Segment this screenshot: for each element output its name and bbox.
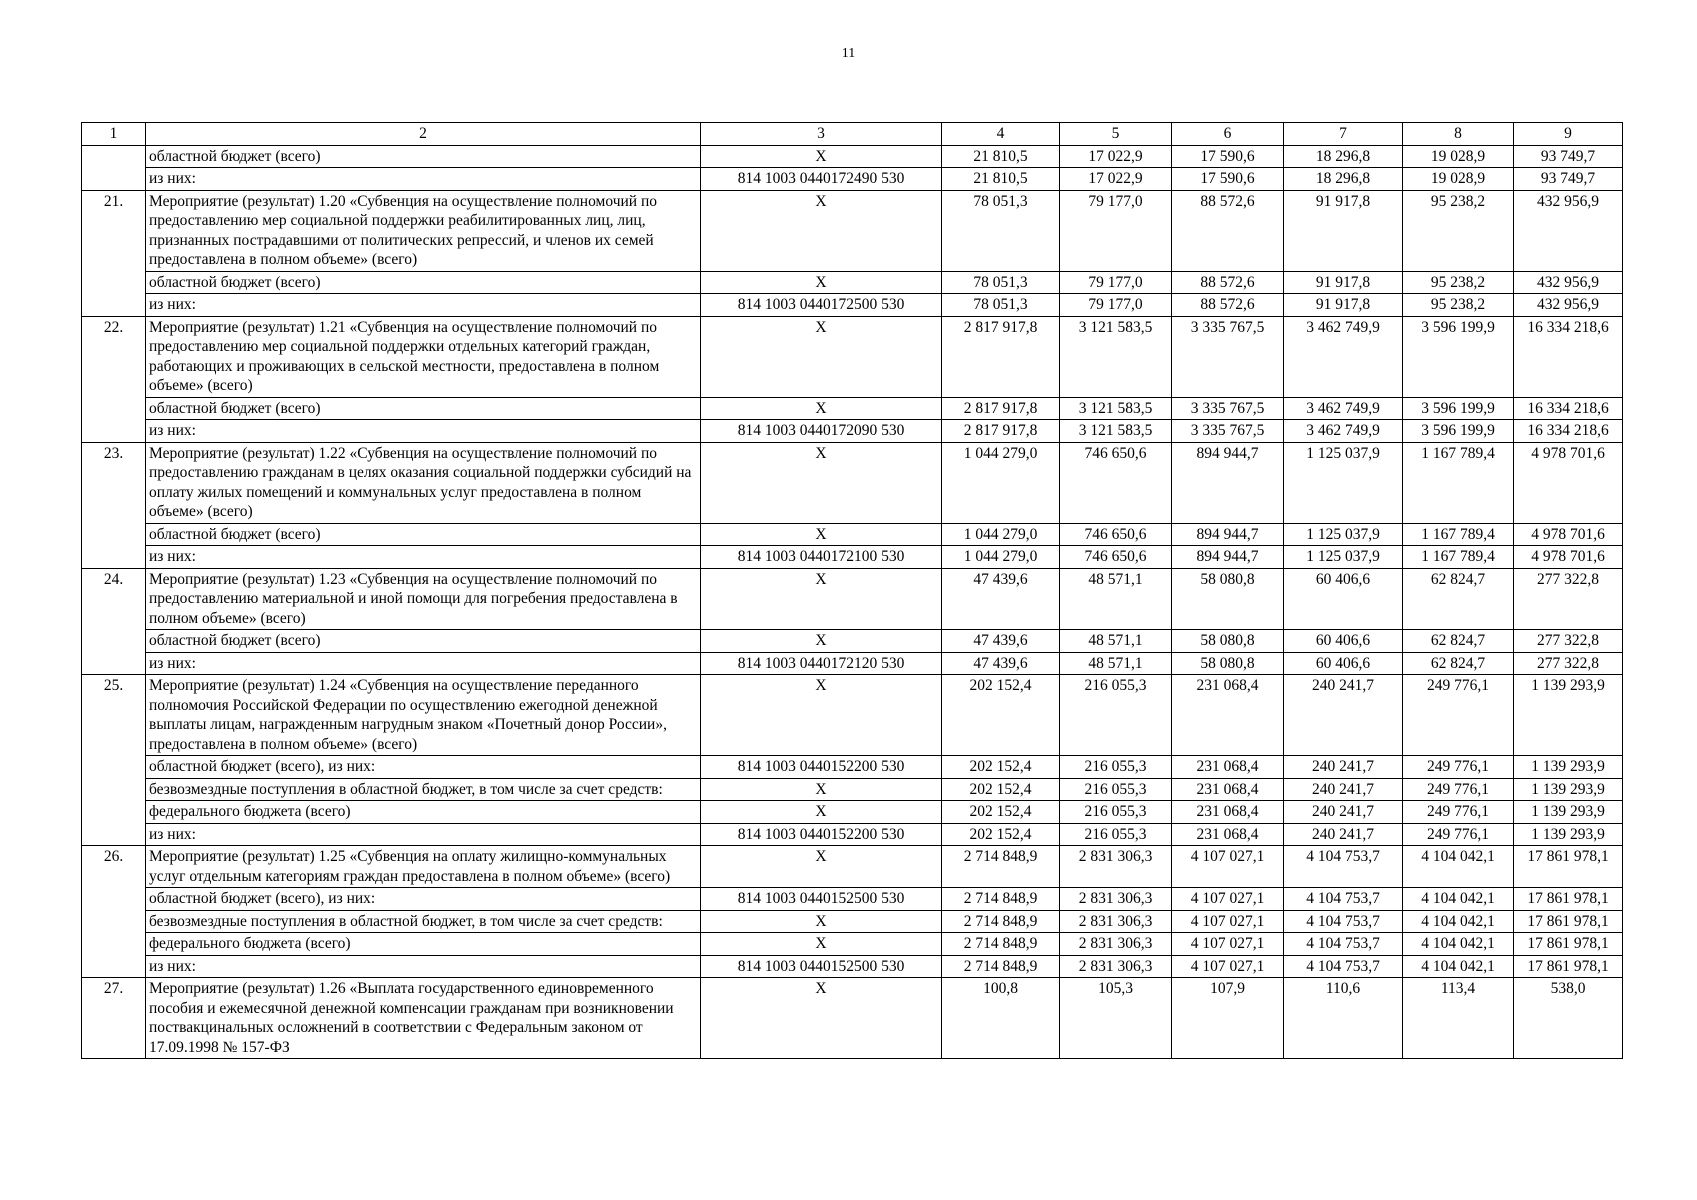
amount-cell: 60 406,6 [1284,568,1403,630]
amount-cell: 231 068,4 [1172,823,1284,846]
row-description: из них: [146,294,701,317]
amount-cell: 4 107 027,1 [1172,910,1284,933]
amount-cell: 58 080,8 [1172,630,1284,653]
amount-cell: 3 121 583,5 [1060,420,1172,443]
table-row [82,955,1623,978]
amount-cell: 1 167 789,4 [1403,442,1514,523]
budget-code: X [701,316,942,397]
amount-cell: 277 322,8 [1514,630,1623,653]
amount-cell: 16 334 218,6 [1514,316,1623,397]
budget-code: 814 1003 0440172100 530 [701,546,942,569]
amount-cell: 3 462 749,9 [1284,316,1403,397]
amount-cell: 4 104 753,7 [1284,846,1403,888]
amount-cell: 240 241,7 [1284,756,1403,779]
row-description: областной бюджет (всего), из них: [146,756,701,779]
row-number: 27. [82,978,146,1059]
amount-cell: 19 028,9 [1403,168,1514,191]
row-description: Мероприятие (результат) 1.22 «Субвенция на осуществление полномочий по предоставлению гражданам в целях оказания социальной поддержки субсидий на оплату жилых помещений и коммунальных услуг предоставлена в полном объеме» (всего) [146,442,701,523]
amount-cell: 202 152,4 [942,801,1060,824]
amount-cell: 202 152,4 [942,823,1060,846]
row-description: Мероприятие (результат) 1.23 «Субвенция на осуществление полномочий по предоставлению материальной и иной помощи для погребения предоставлена в полном объеме» (всего) [146,568,701,630]
table-row [82,168,1623,191]
amount-cell: 2 817 917,8 [942,397,1060,420]
table-row [82,756,1623,779]
amount-cell: 216 055,3 [1060,801,1172,824]
budget-code: X [701,778,942,801]
amount-cell: 1 139 293,9 [1514,801,1623,824]
amount-cell: 19 028,9 [1403,145,1514,168]
row-description: областной бюджет (всего) [146,271,701,294]
amount-cell: 1 125 037,9 [1284,546,1403,569]
amount-cell: 4 104 042,1 [1403,888,1514,911]
amount-cell: 3 335 767,5 [1172,397,1284,420]
amount-cell: 4 104 042,1 [1403,846,1514,888]
amount-cell: 216 055,3 [1060,675,1172,756]
table-row [82,630,1623,653]
amount-cell: 2 831 306,3 [1060,910,1172,933]
amount-cell: 894 944,7 [1172,442,1284,523]
amount-cell: 88 572,6 [1172,271,1284,294]
amount-cell: 21 810,5 [942,145,1060,168]
budget-code: X [701,933,942,956]
budget-code: 814 1003 0440172120 530 [701,652,942,675]
table-row [82,316,1623,397]
amount-cell: 1 167 789,4 [1403,546,1514,569]
amount-cell: 746 650,6 [1060,523,1172,546]
amount-cell: 240 241,7 [1284,778,1403,801]
table-row [82,568,1623,630]
amount-cell: 746 650,6 [1060,442,1172,523]
amount-cell: 1 125 037,9 [1284,523,1403,546]
amount-cell: 3 596 199,9 [1403,397,1514,420]
amount-cell: 18 296,8 [1284,168,1403,191]
amount-cell: 88 572,6 [1172,190,1284,271]
budget-code: X [701,523,942,546]
amount-cell: 4 978 701,6 [1514,442,1623,523]
amount-cell: 95 238,2 [1403,190,1514,271]
budget-code: X [701,978,942,1059]
amount-cell: 4 107 027,1 [1172,955,1284,978]
row-description: Мероприятие (результат) 1.24 «Субвенция на осуществление переданного полномочия Российской Федерации по осуществлению ежегодной денежной выплаты лицам, награжденным нагрудным знаком «Почетный донор России», предоставлена в полном объеме» (всего) [146,675,701,756]
amount-cell: 17 861 978,1 [1514,933,1623,956]
amount-cell: 202 152,4 [942,675,1060,756]
column-header: 9 [1514,123,1623,146]
amount-cell: 1 139 293,9 [1514,675,1623,756]
table-row [82,778,1623,801]
amount-cell: 894 944,7 [1172,546,1284,569]
amount-cell: 240 241,7 [1284,675,1403,756]
amount-cell: 249 776,1 [1403,756,1514,779]
amount-cell: 1 044 279,0 [942,546,1060,569]
row-description: безвозмездные поступления в областной бюджет, в том числе за счет средств: [146,910,701,933]
amount-cell: 1 139 293,9 [1514,778,1623,801]
row-description: безвозмездные поступления в областной бюджет, в том числе за счет средств: [146,778,701,801]
table-row [82,271,1623,294]
amount-cell: 1 044 279,0 [942,523,1060,546]
row-description: областной бюджет (всего) [146,630,701,653]
amount-cell: 4 107 027,1 [1172,933,1284,956]
amount-cell: 79 177,0 [1060,271,1172,294]
budget-code: 814 1003 0440152200 530 [701,756,942,779]
row-number: 21. [82,190,146,316]
amount-cell: 2 714 848,9 [942,910,1060,933]
table-row [82,823,1623,846]
column-header: 6 [1172,123,1284,146]
column-header: 7 [1284,123,1403,146]
amount-cell: 60 406,6 [1284,630,1403,653]
budget-code: X [701,910,942,933]
amount-cell: 17 861 978,1 [1514,910,1623,933]
amount-cell: 240 241,7 [1284,801,1403,824]
row-description: Мероприятие (результат) 1.26 «Выплата государственного единовременного пособия и ежемесячной денежной компенсации гражданам при возникновении поствакцинальных осложнений в соответствии с Федеральным законом от 17.09.1998 № 157-ФЗ [146,978,701,1059]
amount-cell: 2 817 917,8 [942,420,1060,443]
amount-cell: 4 978 701,6 [1514,546,1623,569]
amount-cell: 91 917,8 [1284,294,1403,317]
row-description: Мероприятие (результат) 1.25 «Субвенция на оплату жилищно-коммунальных услуг отдельным категориям граждан предоставлена в полном объеме» (всего) [146,846,701,888]
amount-cell: 48 571,1 [1060,568,1172,630]
amount-cell: 3 121 583,5 [1060,397,1172,420]
amount-cell: 4 104 753,7 [1284,888,1403,911]
table-row [82,652,1623,675]
budget-code: 814 1003 0440152500 530 [701,888,942,911]
row-description: областной бюджет (всего) [146,523,701,546]
amount-cell: 78 051,3 [942,190,1060,271]
budget-code: X [701,846,942,888]
amount-cell: 2 714 848,9 [942,933,1060,956]
amount-cell: 249 776,1 [1403,675,1514,756]
amount-cell: 93 749,7 [1514,145,1623,168]
column-header: 2 [146,123,701,146]
amount-cell: 62 824,7 [1403,630,1514,653]
amount-cell: 91 917,8 [1284,190,1403,271]
row-number: 25. [82,675,146,846]
row-number: 24. [82,568,146,675]
column-header: 4 [942,123,1060,146]
amount-cell: 18 296,8 [1284,145,1403,168]
row-number: 23. [82,442,146,568]
row-description: из них: [146,955,701,978]
amount-cell: 1 167 789,4 [1403,523,1514,546]
table-row [82,145,1623,168]
budget-code: X [701,190,942,271]
amount-cell: 58 080,8 [1172,568,1284,630]
page-number: 11 [841,46,856,61]
budget-code: X [701,801,942,824]
amount-cell: 48 571,1 [1060,652,1172,675]
amount-cell: 2 831 306,3 [1060,933,1172,956]
amount-cell: 231 068,4 [1172,756,1284,779]
row-description: из них: [146,168,701,191]
budget-code: 814 1003 0440152500 530 [701,955,942,978]
amount-cell: 4 107 027,1 [1172,888,1284,911]
amount-cell: 17 022,9 [1060,168,1172,191]
row-description: из них: [146,420,701,443]
table-row [82,190,1623,271]
table-row [82,910,1623,933]
amount-cell: 3 462 749,9 [1284,397,1403,420]
amount-cell: 1 139 293,9 [1514,756,1623,779]
table-row [82,801,1623,824]
amount-cell: 2 714 848,9 [942,955,1060,978]
amount-cell: 21 810,5 [942,168,1060,191]
amount-cell: 202 152,4 [942,778,1060,801]
column-header: 3 [701,123,942,146]
amount-cell: 17 022,9 [1060,145,1172,168]
amount-cell: 249 776,1 [1403,778,1514,801]
amount-cell: 47 439,6 [942,568,1060,630]
amount-cell: 1 139 293,9 [1514,823,1623,846]
amount-cell: 17 861 978,1 [1514,846,1623,888]
row-number: 26. [82,846,146,978]
amount-cell: 231 068,4 [1172,801,1284,824]
amount-cell: 4 978 701,6 [1514,523,1623,546]
row-description: федерального бюджета (всего) [146,933,701,956]
table-row [82,546,1623,569]
row-number: 22. [82,316,146,442]
amount-cell: 78 051,3 [942,294,1060,317]
amount-cell: 62 824,7 [1403,568,1514,630]
row-description: из них: [146,546,701,569]
table-row [82,846,1623,888]
amount-cell: 4 104 042,1 [1403,933,1514,956]
amount-cell: 3 462 749,9 [1284,420,1403,443]
row-description: областной бюджет (всего) [146,397,701,420]
amount-cell: 4 104 753,7 [1284,933,1403,956]
amount-cell: 249 776,1 [1403,823,1514,846]
row-description: из них: [146,823,701,846]
table-row [82,523,1623,546]
amount-cell: 79 177,0 [1060,190,1172,271]
amount-cell: 1 044 279,0 [942,442,1060,523]
amount-cell: 432 956,9 [1514,271,1623,294]
row-number [82,145,146,190]
amount-cell: 432 956,9 [1514,190,1623,271]
amount-cell: 202 152,4 [942,756,1060,779]
budget-code: 814 1003 0440152200 530 [701,823,942,846]
table-header [82,123,1623,146]
budget-code: X [701,568,942,630]
amount-cell: 4 104 042,1 [1403,955,1514,978]
amount-cell: 47 439,6 [942,630,1060,653]
budget-code: X [701,442,942,523]
amount-cell: 88 572,6 [1172,294,1284,317]
budget-code: 814 1003 0440172490 530 [701,168,942,191]
row-description: областной бюджет (всего), из них: [146,888,701,911]
amount-cell: 4 107 027,1 [1172,846,1284,888]
column-header: 1 [82,123,146,146]
table-row [82,397,1623,420]
amount-cell: 3 121 583,5 [1060,316,1172,397]
amount-cell: 105,3 [1060,978,1172,1059]
table-row [82,294,1623,317]
amount-cell: 17 861 978,1 [1514,955,1623,978]
amount-cell: 3 596 199,9 [1403,420,1514,443]
amount-cell: 1 125 037,9 [1284,442,1403,523]
amount-cell: 47 439,6 [942,652,1060,675]
amount-cell: 277 322,8 [1514,568,1623,630]
amount-cell: 538,0 [1514,978,1623,1059]
budget-code: X [701,397,942,420]
amount-cell: 2 714 848,9 [942,846,1060,888]
amount-cell: 16 334 218,6 [1514,420,1623,443]
amount-cell: 17 590,6 [1172,168,1284,191]
amount-cell: 746 650,6 [1060,546,1172,569]
table-row [82,675,1623,756]
amount-cell: 2 831 306,3 [1060,955,1172,978]
amount-cell: 91 917,8 [1284,271,1403,294]
amount-cell: 432 956,9 [1514,294,1623,317]
amount-cell: 78 051,3 [942,271,1060,294]
amount-cell: 216 055,3 [1060,756,1172,779]
budget-table [81,122,1623,1059]
row-description: из них: [146,652,701,675]
table-row [82,933,1623,956]
budget-code: 814 1003 0440172090 530 [701,420,942,443]
amount-cell: 240 241,7 [1284,823,1403,846]
table-row [82,442,1623,523]
amount-cell: 249 776,1 [1403,801,1514,824]
amount-cell: 48 571,1 [1060,630,1172,653]
header-row [82,123,1623,146]
amount-cell: 2 817 917,8 [942,316,1060,397]
budget-code: 814 1003 0440172500 530 [701,294,942,317]
amount-cell: 100,8 [942,978,1060,1059]
amount-cell: 2 831 306,3 [1060,888,1172,911]
column-header: 5 [1060,123,1172,146]
amount-cell: 3 335 767,5 [1172,420,1284,443]
row-description: федерального бюджета (всего) [146,801,701,824]
table-row [82,978,1623,1059]
amount-cell: 2 831 306,3 [1060,846,1172,888]
amount-cell: 4 104 753,7 [1284,910,1403,933]
amount-cell: 4 104 753,7 [1284,955,1403,978]
amount-cell: 216 055,3 [1060,778,1172,801]
amount-cell: 95 238,2 [1403,294,1514,317]
amount-cell: 3 596 199,9 [1403,316,1514,397]
amount-cell: 79 177,0 [1060,294,1172,317]
amount-cell: 58 080,8 [1172,652,1284,675]
table-body [82,145,1623,1059]
budget-code: X [701,145,942,168]
amount-cell: 62 824,7 [1403,652,1514,675]
amount-cell: 2 714 848,9 [942,888,1060,911]
table-row [82,420,1623,443]
amount-cell: 95 238,2 [1403,271,1514,294]
amount-cell: 113,4 [1403,978,1514,1059]
amount-cell: 231 068,4 [1172,778,1284,801]
amount-cell: 231 068,4 [1172,675,1284,756]
amount-cell: 216 055,3 [1060,823,1172,846]
amount-cell: 894 944,7 [1172,523,1284,546]
amount-cell: 60 406,6 [1284,652,1403,675]
amount-cell: 16 334 218,6 [1514,397,1623,420]
amount-cell: 110,6 [1284,978,1403,1059]
row-description: Мероприятие (результат) 1.21 «Субвенция на осуществление полномочий по предоставлению мер социальной поддержки отдельных категорий граждан, работающих и проживающих в сельской местности, предоставлена в полном объеме» (всего) [146,316,701,397]
amount-cell: 107,9 [1172,978,1284,1059]
budget-code: X [701,675,942,756]
budget-code: X [701,630,942,653]
amount-cell: 93 749,7 [1514,168,1623,191]
row-description: Мероприятие (результат) 1.20 «Субвенция на осуществление полномочий по предоставлению мер социальной поддержки реабилитированных лиц, лиц, признанных пострадавшими от политических репрессий, и членов их семей предоставлена в полном объеме» (всего) [146,190,701,271]
amount-cell: 277 322,8 [1514,652,1623,675]
column-header: 8 [1403,123,1514,146]
amount-cell: 4 104 042,1 [1403,910,1514,933]
row-description: областной бюджет (всего) [146,145,701,168]
table-row [82,888,1623,911]
amount-cell: 3 335 767,5 [1172,316,1284,397]
budget-code: X [701,271,942,294]
amount-cell: 17 590,6 [1172,145,1284,168]
amount-cell: 17 861 978,1 [1514,888,1623,911]
